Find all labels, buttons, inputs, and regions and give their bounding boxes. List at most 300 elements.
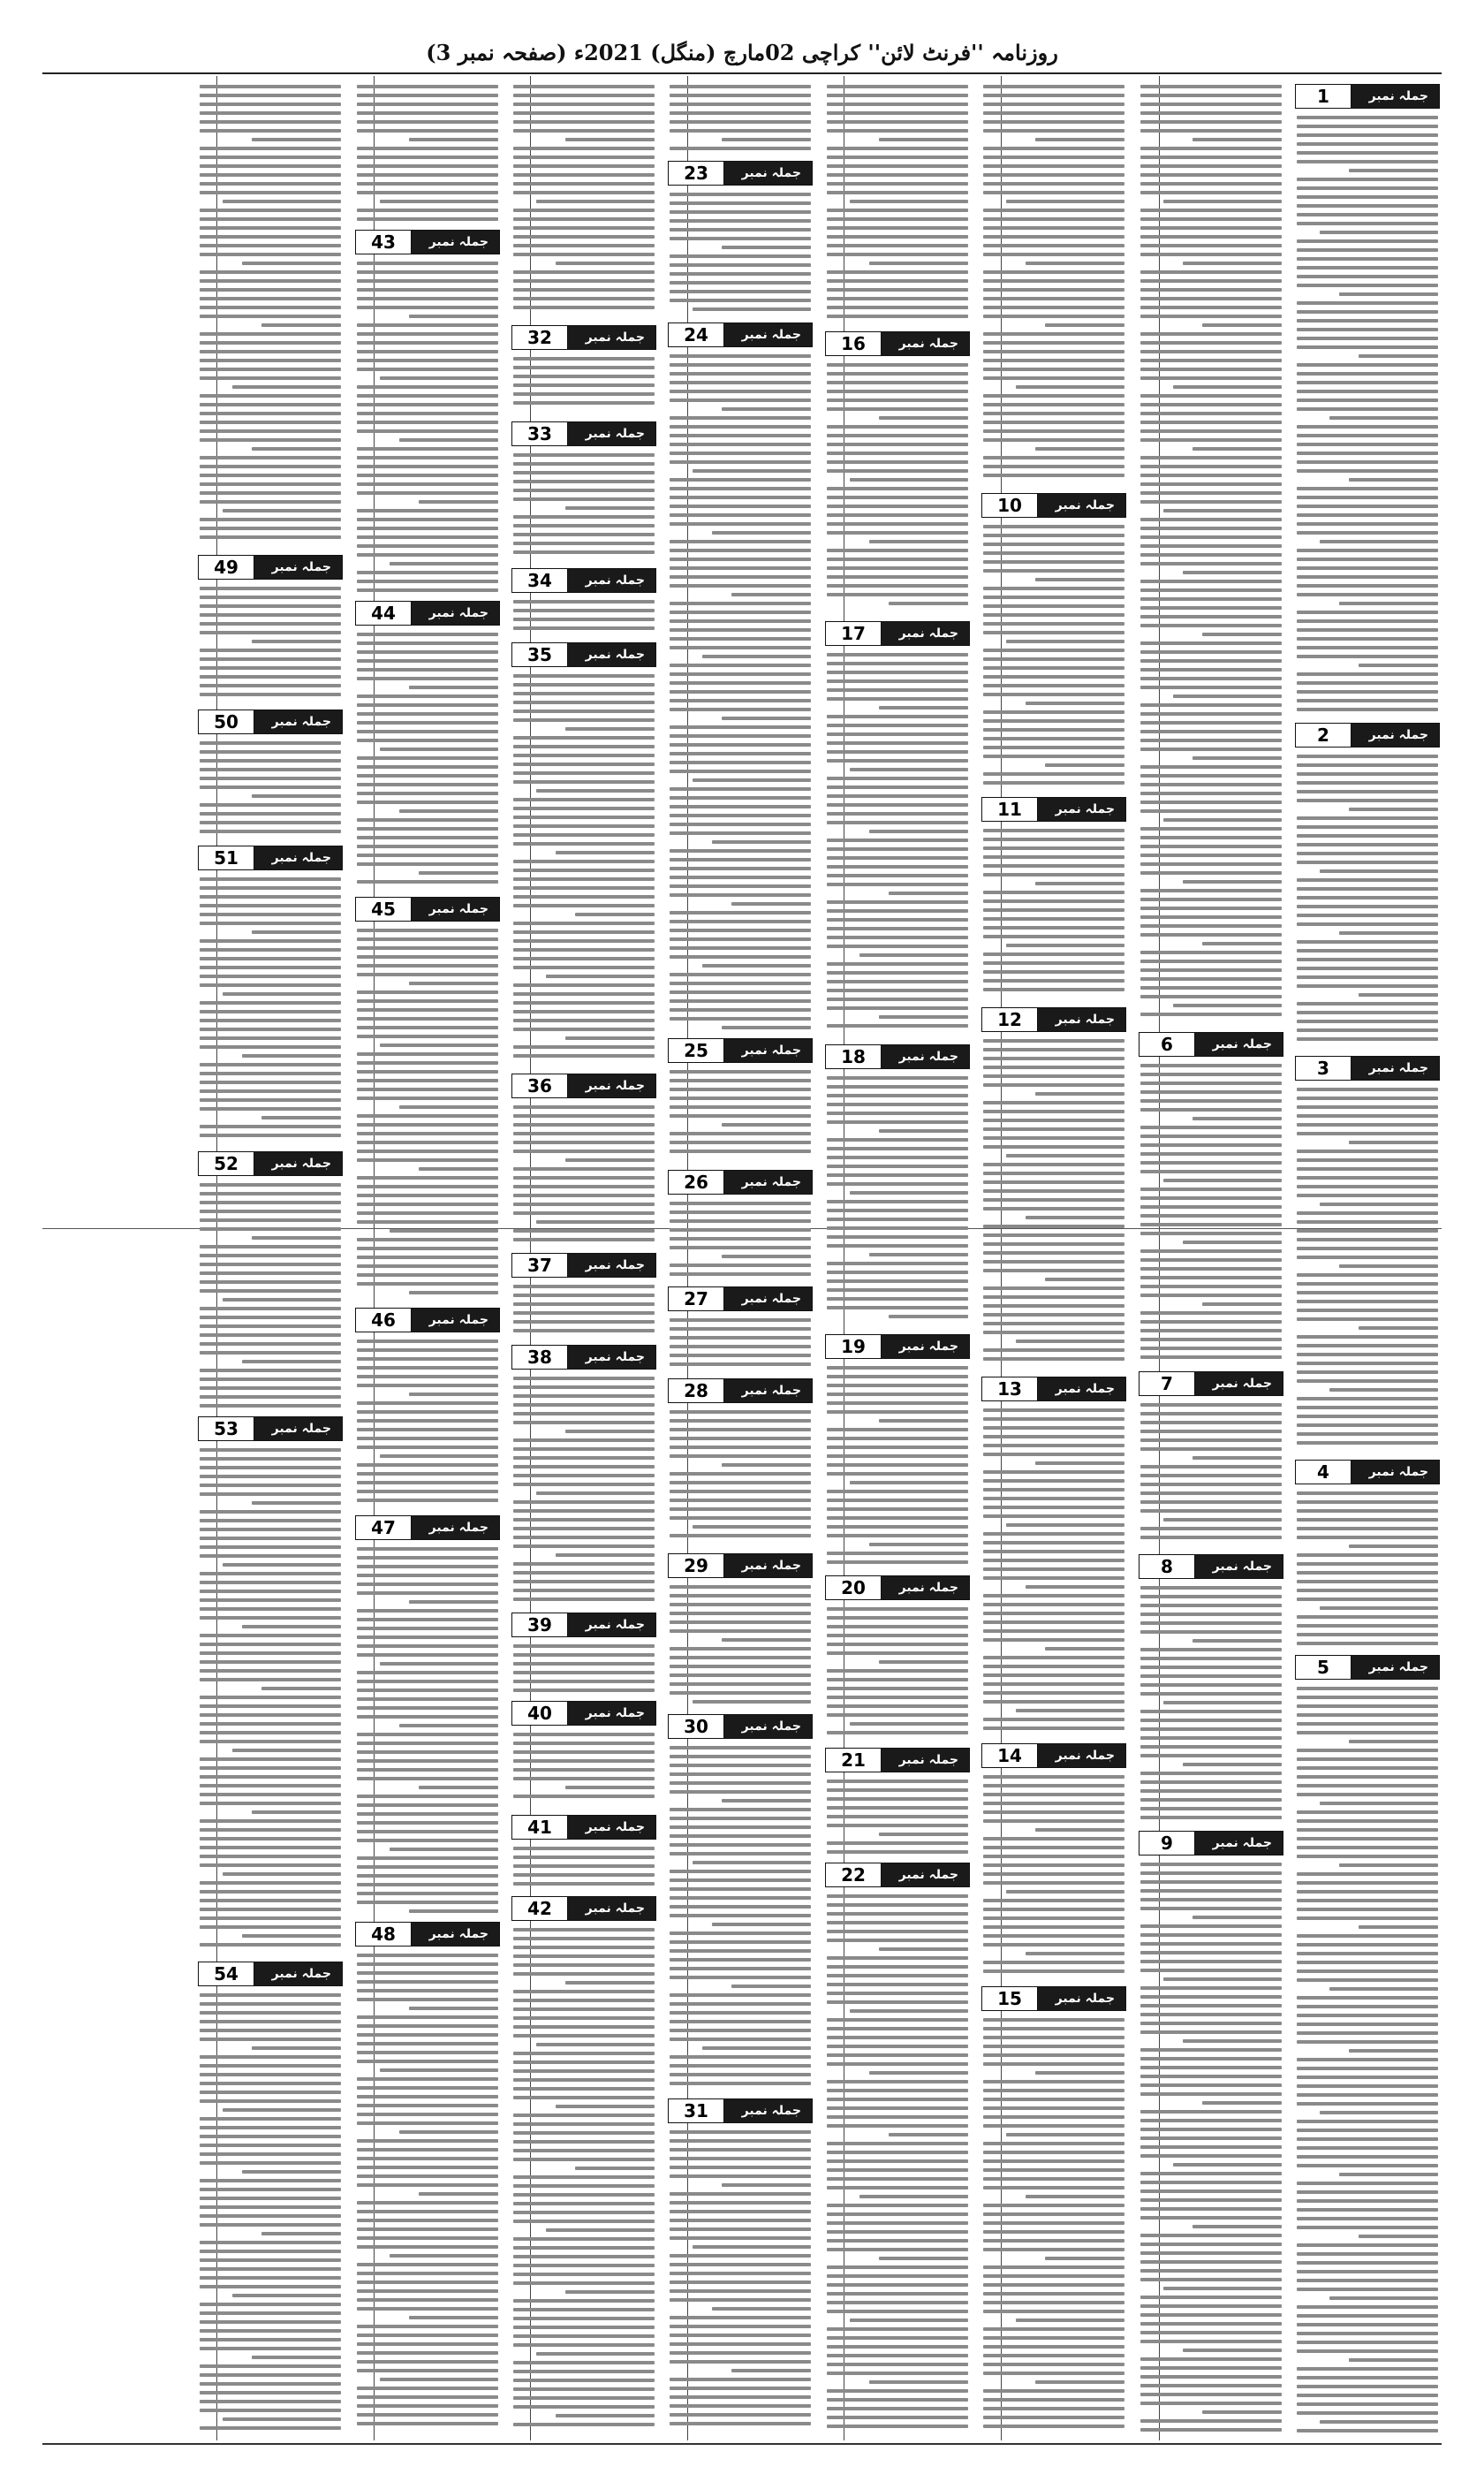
text-line [513, 2052, 655, 2055]
text-line [670, 575, 811, 579]
text-line [1297, 566, 1438, 570]
text-line [1297, 116, 1438, 119]
text-line [1026, 1952, 1124, 1955]
text-line [983, 1189, 1124, 1193]
text-line [200, 877, 341, 881]
text-line [1202, 1302, 1282, 1306]
text-line [200, 1634, 341, 1637]
text-line [357, 1499, 498, 1502]
text-line [983, 1357, 1124, 1361]
section-label: جملہ نمبر [1055, 802, 1115, 816]
text-line [827, 785, 968, 789]
text-line [670, 1612, 811, 1615]
text-line [575, 2167, 655, 2170]
text-line [1140, 1710, 1282, 1713]
text-line [200, 1890, 341, 1893]
text-line [1140, 2189, 1282, 2193]
text-line [1173, 385, 1282, 389]
text-line [1140, 836, 1282, 839]
text-line [200, 1492, 341, 1496]
text-line [983, 829, 1124, 832]
text-line [1297, 1704, 1438, 1708]
text-line [827, 1375, 968, 1378]
text-line [200, 2382, 341, 2386]
text-line [1140, 156, 1282, 159]
section-label: جملہ نمبر [1368, 1465, 1428, 1479]
text-line [232, 1749, 341, 1752]
text-line [983, 376, 1124, 380]
section-label: جملہ نمبر [585, 1901, 645, 1916]
text-line [983, 288, 1124, 292]
text-line [983, 1532, 1124, 1536]
text-line [670, 85, 811, 88]
article-text-block [200, 1183, 341, 1413]
text-line [200, 2055, 341, 2059]
text-line [1026, 702, 1124, 705]
text-line [200, 2099, 341, 2103]
text-line [513, 966, 655, 969]
section-number: 14 [982, 1744, 1038, 1767]
text-line [983, 297, 1124, 300]
text-line [242, 2170, 341, 2174]
text-line [1140, 1807, 1282, 1810]
text-line [1140, 2402, 1282, 2405]
text-line [1297, 1969, 1438, 1973]
text-line [1035, 1461, 1124, 1465]
text-line [1297, 2411, 1438, 2415]
text-line [357, 1644, 498, 1648]
text-line [1297, 763, 1438, 767]
article-text-block [200, 1993, 341, 2435]
text-line [513, 1671, 655, 1674]
text-line [670, 876, 811, 879]
article-text-block [513, 674, 655, 1063]
article-text-block [827, 1780, 968, 1859]
text-line [1140, 1403, 1282, 1407]
text-line [827, 1552, 968, 1555]
text-line [223, 1298, 341, 1302]
section-tag-6 [1139, 1032, 1283, 1057]
text-line [1140, 2030, 1282, 2034]
section-number: 9 [1140, 1832, 1195, 1855]
text-line [670, 1097, 811, 1100]
text-line [827, 856, 968, 860]
text-line [565, 1981, 655, 1985]
text-line [1140, 2119, 1282, 2122]
text-line [1297, 772, 1438, 776]
text-line [357, 1821, 498, 1825]
section-label: جملہ نمبر [741, 2104, 801, 2118]
section-number: 39 [512, 1613, 568, 1636]
text-line [1140, 1683, 1282, 1687]
section-tag-39 [511, 1613, 656, 1637]
text-line [827, 1850, 968, 1854]
text-line [879, 416, 968, 420]
text-line [670, 1647, 811, 1651]
text-line [983, 1260, 1124, 1264]
text-line [1140, 1863, 1282, 1866]
text-line [357, 182, 498, 186]
article-text-block [200, 1448, 341, 1952]
text-line [670, 1472, 811, 1476]
text-line [983, 1514, 1124, 1518]
text-line [827, 2027, 968, 2030]
text-line [670, 664, 811, 667]
text-line [1140, 1674, 1282, 1678]
text-line [1297, 1309, 1438, 1312]
text-line [200, 2223, 341, 2227]
text-line [1140, 1329, 1282, 1332]
text-line [983, 412, 1124, 415]
text-line [1297, 178, 1438, 181]
text-line [983, 2248, 1124, 2251]
text-line [1297, 1370, 1438, 1374]
article-text-block [827, 363, 968, 611]
text-line [513, 2308, 655, 2311]
text-line [357, 421, 498, 424]
text-line [1140, 1798, 1282, 1802]
text-line [1140, 580, 1282, 583]
text-line [983, 1638, 1124, 1642]
section-label-bar [1352, 1057, 1439, 1080]
section-tag-42 [511, 1896, 656, 1921]
text-line [1140, 1933, 1282, 1937]
text-line [200, 2241, 341, 2244]
section-tag-43 [355, 230, 500, 254]
text-line [1297, 1150, 1438, 1153]
text-line [513, 1329, 655, 1332]
text-line [357, 1437, 498, 1440]
text-line [1297, 2376, 1438, 2379]
text-line [670, 946, 811, 950]
text-line [200, 1089, 341, 1093]
text-line [827, 2274, 968, 2278]
text-line [983, 1784, 1124, 1787]
section-label-bar [412, 1309, 499, 1332]
text-line [827, 575, 968, 579]
text-line [357, 1874, 498, 1878]
text-line [1140, 1889, 1282, 1893]
text-line [983, 569, 1124, 573]
text-line [670, 363, 811, 367]
text-line [827, 2053, 968, 2057]
text-line [983, 2106, 1124, 2110]
text-line [670, 1105, 811, 1109]
section-label-bar [724, 1171, 812, 1194]
text-line [827, 980, 968, 983]
text-line [1297, 2385, 1438, 2388]
text-line [983, 191, 1124, 194]
text-line [513, 860, 655, 863]
section-tag-15 [981, 1986, 1126, 2011]
text-line [983, 1322, 1124, 1325]
text-line [200, 1001, 341, 1005]
text-line [200, 2426, 341, 2430]
text-line [670, 549, 811, 552]
text-line [827, 1841, 968, 1845]
text-line [357, 2183, 498, 2187]
text-line [513, 1229, 655, 1233]
text-line [1006, 1154, 1124, 1157]
text-line [983, 102, 1124, 106]
text-line [357, 544, 498, 548]
text-line [261, 1687, 341, 1690]
text-line [380, 200, 498, 203]
text-line [670, 1336, 811, 1339]
text-line [702, 964, 811, 968]
text-line [1173, 694, 1282, 698]
text-line [1297, 2146, 1438, 2150]
text-line [827, 2204, 968, 2207]
section-label-bar [724, 1039, 812, 1062]
text-line [1297, 1194, 1438, 1197]
text-line [983, 525, 1124, 528]
text-line [827, 235, 968, 239]
text-line [200, 456, 341, 459]
text-line [983, 2345, 1124, 2349]
text-line [670, 955, 811, 959]
section-label-bar [568, 1897, 655, 1920]
text-line [1140, 1152, 1282, 1156]
text-line [1297, 1793, 1438, 1796]
text-line [1202, 2410, 1282, 2414]
text-line [1297, 1943, 1438, 1947]
text-line [1035, 138, 1124, 141]
text-line [983, 649, 1124, 652]
text-line [827, 945, 968, 948]
text-line [1140, 1421, 1282, 1424]
text-line [827, 1713, 968, 1717]
section-label-bar [882, 1576, 969, 1599]
text-line [1297, 549, 1438, 552]
text-line [513, 807, 655, 810]
text-line [357, 2051, 498, 2054]
text-line [670, 558, 811, 561]
text-line [670, 814, 811, 817]
text-line [357, 1463, 498, 1467]
text-line [357, 1971, 498, 1975]
text-line [670, 1594, 811, 1597]
text-line [983, 1180, 1124, 1184]
text-line [983, 1656, 1124, 1659]
text-line [200, 164, 341, 168]
text-line [200, 1881, 341, 1885]
text-line [983, 1793, 1124, 1796]
text-line [200, 1218, 341, 1222]
text-line [983, 935, 1124, 938]
text-line [1297, 1379, 1438, 1383]
text-line [513, 2361, 655, 2364]
text-line [859, 953, 968, 957]
text-line [357, 1282, 498, 1286]
text-line [357, 1892, 498, 1895]
text-line [409, 1291, 498, 1294]
text-line [827, 425, 968, 429]
text-line [983, 2310, 1124, 2313]
text-line [827, 1138, 968, 1142]
section-number: 50 [199, 710, 254, 733]
text-line [513, 453, 655, 457]
text-line [200, 975, 341, 978]
text-line [513, 692, 655, 695]
text-line [827, 487, 968, 490]
text-line [200, 1466, 341, 1469]
text-line [670, 2316, 811, 2319]
text-line [1297, 2332, 1438, 2335]
text-line [869, 540, 968, 543]
text-line [252, 447, 341, 451]
text-line [1297, 284, 1438, 287]
text-line [1140, 1586, 1282, 1590]
text-line [827, 1103, 968, 1106]
text-line [670, 1008, 811, 1012]
text-line [670, 796, 811, 800]
text-line [200, 657, 341, 661]
text-line [1297, 1123, 1438, 1127]
text-line [357, 2095, 498, 2098]
text-line [879, 138, 968, 141]
text-line [983, 746, 1124, 749]
text-line [983, 631, 1124, 634]
text-line [827, 363, 968, 367]
section-label: جملہ نمبر [898, 1581, 958, 1595]
text-line [983, 2336, 1124, 2340]
text-line [983, 2425, 1124, 2428]
text-line [693, 469, 811, 473]
text-line [1140, 1500, 1282, 1504]
text-line [357, 2422, 498, 2425]
text-line [1140, 748, 1282, 751]
text-line [670, 725, 811, 729]
text-line [983, 306, 1124, 309]
text-line [1016, 385, 1124, 389]
section-tag-9 [1139, 1831, 1283, 1856]
text-line [200, 1731, 341, 1734]
text-line [200, 191, 341, 194]
text-line [200, 253, 341, 256]
section-label-bar [1038, 494, 1125, 517]
text-line [1140, 1527, 1282, 1530]
text-line [1140, 1438, 1282, 1442]
text-line [827, 1200, 968, 1203]
text-line [357, 845, 498, 848]
text-line [200, 465, 341, 468]
text-line [1297, 2288, 1438, 2291]
text-line [1297, 2014, 1438, 2017]
section-label: جملہ نمبر [898, 626, 958, 641]
text-line [827, 2212, 968, 2216]
text-line [513, 922, 655, 925]
text-line [200, 2285, 341, 2288]
text-line [670, 831, 811, 835]
section-label: جملہ نمبر [741, 1292, 801, 1306]
text-line [827, 1912, 968, 1916]
section-label: جملہ نمبر [1368, 1660, 1428, 1674]
text-line [1140, 1205, 1282, 1209]
text-line [200, 2188, 341, 2191]
text-line [670, 1905, 811, 1909]
text-line [670, 513, 811, 517]
text-line [1297, 2279, 1438, 2282]
text-line [670, 1940, 811, 1944]
text-line [252, 1810, 341, 1814]
text-line [513, 2175, 655, 2179]
text-line [200, 2117, 341, 2121]
text-line [252, 640, 341, 643]
text-line [200, 2258, 341, 2262]
text-line [357, 1653, 498, 1657]
text-line [670, 1755, 811, 1758]
text-line [983, 1057, 1124, 1060]
section-label: جملہ نمبر [1212, 1377, 1272, 1391]
text-line [1140, 2181, 1282, 2184]
section-label-bar [882, 1863, 969, 1886]
text-line [513, 718, 655, 722]
text-line [670, 354, 811, 358]
text-line [1140, 350, 1282, 353]
text-line [200, 315, 341, 318]
text-line [827, 2168, 968, 2172]
text-line [556, 2414, 655, 2417]
text-line [670, 147, 811, 150]
text-line [827, 794, 968, 798]
text-line [983, 1550, 1124, 1553]
text-line [200, 1545, 341, 1549]
text-line [1297, 1810, 1438, 1814]
section-label: جملہ نمبر [1055, 1013, 1115, 1027]
section-tag-47 [355, 1515, 500, 1540]
text-line [200, 1263, 341, 1266]
text-line [513, 2405, 655, 2409]
section-number: 31 [669, 2099, 724, 2122]
text-line [513, 1465, 655, 1468]
text-line [399, 2130, 498, 2134]
text-line [670, 478, 811, 482]
section-label: جملہ نمبر [271, 851, 331, 865]
text-line [357, 474, 498, 477]
text-line [670, 1210, 811, 1214]
section-number: 25 [669, 1039, 724, 1062]
text-line [827, 372, 968, 376]
text-line [1140, 226, 1282, 230]
article-text-block [357, 85, 498, 226]
text-line [513, 869, 655, 872]
text-line [983, 111, 1124, 115]
text-line [200, 1134, 341, 1137]
text-line [1140, 783, 1282, 786]
text-line [983, 2372, 1124, 2375]
text-line [731, 902, 811, 906]
text-line [513, 191, 655, 194]
text-line [513, 1114, 655, 1118]
text-line [722, 1123, 811, 1127]
text-line [1297, 1890, 1438, 1893]
section-number: 11 [982, 798, 1038, 821]
text-line [357, 1565, 498, 1568]
section-number: 54 [199, 1962, 254, 1985]
text-line [1140, 1871, 1282, 1875]
text-line [1297, 2182, 1438, 2185]
text-line [983, 666, 1124, 670]
text-line [1297, 310, 1438, 314]
text-line [670, 1852, 811, 1856]
text-line [670, 2055, 811, 2059]
text-line [1297, 1934, 1438, 1938]
text-line [200, 94, 341, 97]
section-tag-2 [1295, 723, 1440, 748]
text-line [670, 460, 811, 464]
text-line [1297, 1300, 1438, 1303]
